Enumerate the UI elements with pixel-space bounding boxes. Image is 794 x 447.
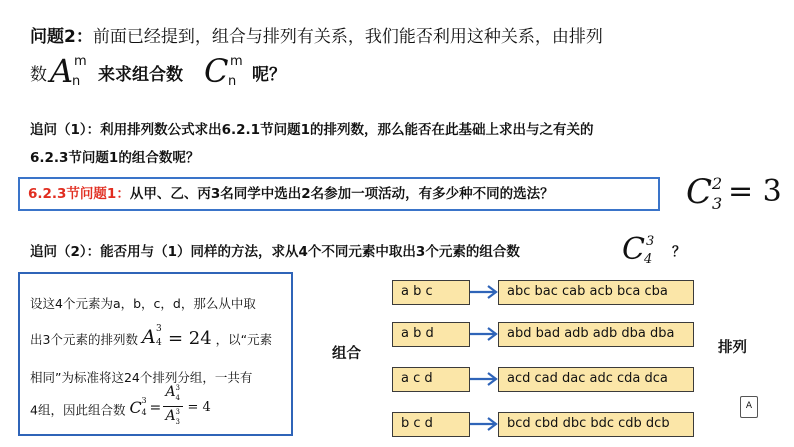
question2-text-mid: 来求组合数 xyxy=(98,65,183,85)
equals-3: = 3 xyxy=(728,174,782,209)
sub-3-den: 3 xyxy=(175,418,180,426)
problem-label: 6.2.3节问题1： xyxy=(28,186,130,202)
fraction-bar xyxy=(163,406,183,407)
subscript-4: 4 xyxy=(141,408,147,417)
subscript-n: n xyxy=(228,74,237,89)
sub-4-num: 4 xyxy=(175,394,180,402)
equals-24: = 24 xyxy=(167,328,212,349)
superscript-3: 3 xyxy=(646,234,655,249)
problem-box xyxy=(18,177,660,211)
right-arrow-icon xyxy=(470,416,500,432)
question2-text: 前面已经提到，组合与排列有关系，我们能否利用这种关系，由排列 xyxy=(92,27,603,47)
equals-sign: = xyxy=(149,400,162,416)
right-arrow-icon xyxy=(470,284,500,300)
followup2-main: 追问（2）：能否用与（1）同样的方法，求从4个不同元素中取出3个元素的组合数 xyxy=(30,244,520,260)
explanation-line1: 设这4个元素为a，b，c，d，那么从中取 xyxy=(30,296,256,311)
C-n-m-symbol xyxy=(204,52,248,96)
question2-label: 问题2： xyxy=(30,27,93,47)
subscript-4: 4 xyxy=(155,337,162,348)
C-letter: C xyxy=(129,398,142,417)
subscript-3: 3 xyxy=(712,194,723,213)
sup-3-num: 3 xyxy=(175,384,180,392)
followup1-line2: 6.2.3节问题1的组合数呢？ xyxy=(30,150,200,166)
problem-text: 从甲、乙、丙3名同学中选出2名参加一项活动，有多少种不同的选法？ xyxy=(129,186,554,202)
superscript-m: m xyxy=(230,54,243,69)
document-icon[interactable]: A xyxy=(740,396,758,418)
question2-end: 呢？ xyxy=(252,65,286,85)
A-n-m-symbol xyxy=(50,52,90,96)
followup1-line1: 追问（1）：利用排列数公式求出6.2.1节问题1的排列数，那么能否在此基础上求出与之有关的 xyxy=(30,122,594,138)
combination-box: a b c xyxy=(392,280,470,305)
superscript-2: 2 xyxy=(712,174,723,193)
combination-box: b c d xyxy=(392,412,470,437)
explanation-line4 xyxy=(30,384,213,426)
combination-box: a c d xyxy=(392,367,470,392)
permutation-box: bcd cbd dbc bdc cdb dcb xyxy=(498,412,694,437)
label-combination: 组合 xyxy=(332,346,361,362)
superscript-3: 3 xyxy=(141,396,147,405)
explanation-line4-a: 4组，因此组合数 xyxy=(30,402,126,418)
C-3-2-formula xyxy=(686,172,786,216)
superscript-m: m xyxy=(74,54,87,69)
superscript-3: 3 xyxy=(155,323,162,334)
C-letter: C xyxy=(622,232,645,267)
permutation-box: abc bac cab acb bca cba xyxy=(498,280,694,305)
explanation-box xyxy=(18,272,293,436)
right-arrow-icon xyxy=(470,371,500,387)
subscript-4: 4 xyxy=(644,252,653,267)
A-letter: A xyxy=(50,52,74,90)
explanation-line2-a: 出3个元素的排列数 xyxy=(30,332,138,347)
question2-shu: 数 xyxy=(30,65,47,85)
label-permutation: 排列 xyxy=(718,340,747,356)
explanation-line2-c: ，以“元素 xyxy=(215,332,273,347)
explanation-line2 xyxy=(30,323,273,352)
permutation-box: acd cad dac adc cda dca xyxy=(498,367,694,392)
equals-4: = 4 xyxy=(187,400,211,415)
permutation-box: abd bad adb adb dba dba xyxy=(498,322,694,347)
C-letter: C xyxy=(204,52,229,90)
A-4-3-symbol xyxy=(141,323,164,352)
explanation-line3: 相同”为标准将这24个排列分组，一共有 xyxy=(30,370,253,385)
A-numerator: A xyxy=(165,384,176,400)
A-denominator: A xyxy=(165,408,176,424)
C-4-3-fraction xyxy=(129,384,213,426)
C-4-3-symbol xyxy=(622,232,662,274)
C-letter: C xyxy=(686,172,713,212)
subscript-n: n xyxy=(72,74,81,89)
A-letter: A xyxy=(141,325,156,348)
right-arrow-icon xyxy=(470,326,500,342)
fraction xyxy=(163,384,183,436)
followup2-end: ？ xyxy=(672,244,686,260)
sup-3-den: 3 xyxy=(175,408,180,416)
question2-line1 xyxy=(30,22,603,47)
followup2-text xyxy=(30,240,520,260)
combination-box: a b d xyxy=(392,322,470,347)
